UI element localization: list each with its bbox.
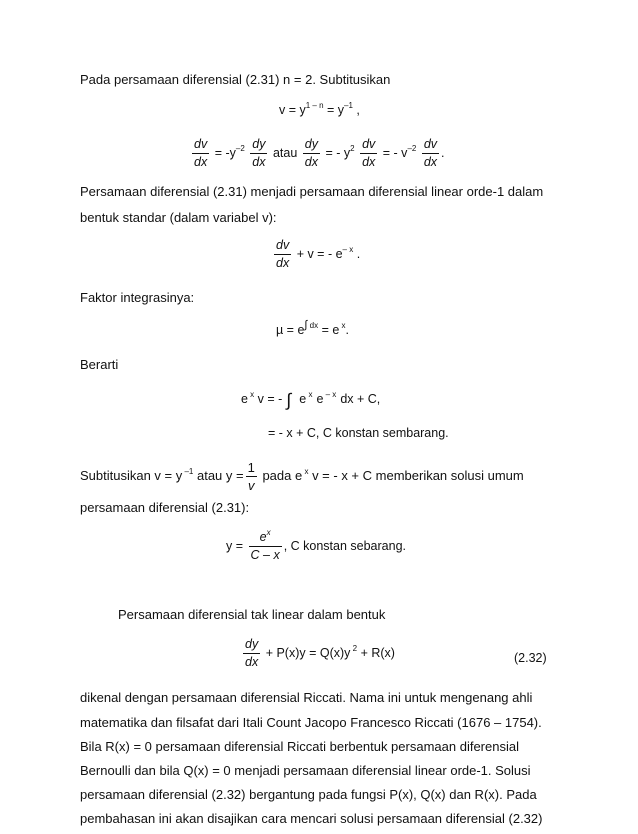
paragraph-8b: matematika dan filsafat dari Itali Count Jacopo Francesco Riccati (1676 – 1754). xyxy=(80,715,542,730)
eq1-exp2: –1 xyxy=(344,101,353,110)
p5-d: v = - x + C memberikan solusi umum xyxy=(308,468,524,483)
eq2-exp-b: 2 xyxy=(350,143,355,153)
eq8-exp: 2 xyxy=(350,643,358,653)
equation-result: = - x + C, C konstan sembarang. xyxy=(268,426,449,440)
fraction-dv-dx-3: $\frac{dv}{dx}$ xyxy=(423,137,438,169)
eq7-lhs: y = xyxy=(226,538,244,553)
eq5-e: dx + C, xyxy=(340,392,381,406)
eq2-a: = -y xyxy=(214,145,236,160)
paragraph-5 xyxy=(80,458,524,494)
eq2-exp-a: –2 xyxy=(235,143,245,153)
eq2-c: = - v xyxy=(382,145,408,160)
eq1-mid: = y xyxy=(323,103,345,117)
eq5-d: e xyxy=(316,392,324,406)
eq1-exp1: 1 – n xyxy=(305,101,324,110)
fraction-dy-dx-riccati: $\frac{dy}{dx}$ xyxy=(245,637,259,669)
eq4-end: . xyxy=(345,323,350,337)
p5-ce: x xyxy=(302,467,309,476)
equation-general-solution xyxy=(226,530,406,563)
p5-c: pada e xyxy=(258,468,303,483)
eq4-exp-dx: dx xyxy=(307,321,319,330)
equation-number: (2.32) xyxy=(514,651,547,665)
paragraph-2b: bentuk standar (dalam variabel v): xyxy=(80,210,277,225)
p5-b: atau y = xyxy=(193,468,244,483)
paragraph-8e: persamaan diferensial (2.32) bergantung pada fungsi P(x), Q(x) dan R(x). Pada xyxy=(80,787,537,802)
eq2-exp-c: –2 xyxy=(407,143,417,153)
p5-a: Subtitusikan v = y xyxy=(80,468,183,483)
fraction-dv-dx-4: $\frac{dv}{dx}$ xyxy=(276,238,290,270)
equation-substitution xyxy=(279,103,360,117)
paragraph-8a: dikenal dengan persamaan diferensial Riccati. Nama ini untuk mengenang ahli xyxy=(80,690,533,705)
fraction-dy-dx-2: $\frac{dy}{dx}$ xyxy=(304,137,318,169)
paragraph-6: persamaan diferensial (2.31): xyxy=(80,500,250,515)
eq5-a: e xyxy=(241,392,248,406)
eq3-exp: – x xyxy=(342,244,354,254)
eq3-end: . xyxy=(353,246,361,261)
eq4-int-symbol: ∫ xyxy=(304,319,308,331)
eq5-dx-exp: – x xyxy=(323,390,337,399)
equation-derivatives xyxy=(190,137,445,170)
paragraph-1: Pada persamaan diferensial (2.31) n = 2. Subtitusikan xyxy=(80,72,391,87)
paragraph-7: Persamaan diferensial tak linear dalam bentuk xyxy=(118,607,386,622)
mu-symbol: µ xyxy=(276,323,284,337)
eq1-lhs: v = y xyxy=(279,103,306,117)
paragraph-8d: Bernoulli dan bila Q(x) = 0 menjadi persamaan diferensial linear orde-1. Solusi xyxy=(80,763,531,778)
eq5-cx: x xyxy=(306,390,313,399)
eq2-atau: atau xyxy=(272,145,298,160)
eq8-rest2: + R(x) xyxy=(357,645,395,660)
eq4-eq2: = e xyxy=(318,323,340,337)
eq7-rest: , C konstan sebarang. xyxy=(283,538,406,553)
eq8-rest: + P(x)y = Q(x)y xyxy=(265,645,351,660)
paragraph-3: Faktor integrasinya: xyxy=(80,290,195,305)
eq2-b: = - y xyxy=(325,145,351,160)
eq2-end: . xyxy=(441,145,445,160)
fraction-dv-dx-2: $\frac{dv}{dx}$ xyxy=(362,137,376,169)
p5-ae: –1 xyxy=(182,467,194,476)
eq4-eq: = e xyxy=(283,323,305,337)
eq5-ax: x xyxy=(247,390,255,399)
eq5-b: v = - xyxy=(254,392,283,406)
eq3-rest: + v = - e xyxy=(296,246,343,261)
eq1-tail: , xyxy=(352,103,360,117)
paragraph-4: Berarti xyxy=(80,357,119,372)
eq4-exp2: x xyxy=(339,321,346,330)
equation-integral xyxy=(241,390,380,411)
fraction-dv-dx: $\frac{dv}{dx}$ xyxy=(194,137,208,169)
eq5-c: e xyxy=(299,392,307,406)
equation-integrating-factor xyxy=(276,319,350,337)
fraction-1-over-v: $\frac{1}{v}$ xyxy=(247,460,255,494)
paragraph-8f: pembahasan ini akan disajikan cara mencari solusi persamaan diferensial (2.32) xyxy=(80,811,543,826)
fraction-ex-over-c-minus-x: $\frac{e^x}{C - x}$ xyxy=(250,528,280,562)
fraction-dy-dx: $\frac{dy}{dx}$ xyxy=(252,137,266,169)
equation-linear-form xyxy=(272,238,360,271)
paragraph-8c: Bila R(x) = 0 persamaan diferensial Riccati berbentuk persamaan diferensial xyxy=(80,739,519,754)
equation-riccati xyxy=(241,637,395,670)
integral-symbol: ∫ xyxy=(286,390,292,410)
paragraph-2a: Persamaan diferensial (2.31) menjadi persamaan diferensial linear orde-1 dalam xyxy=(80,184,544,199)
